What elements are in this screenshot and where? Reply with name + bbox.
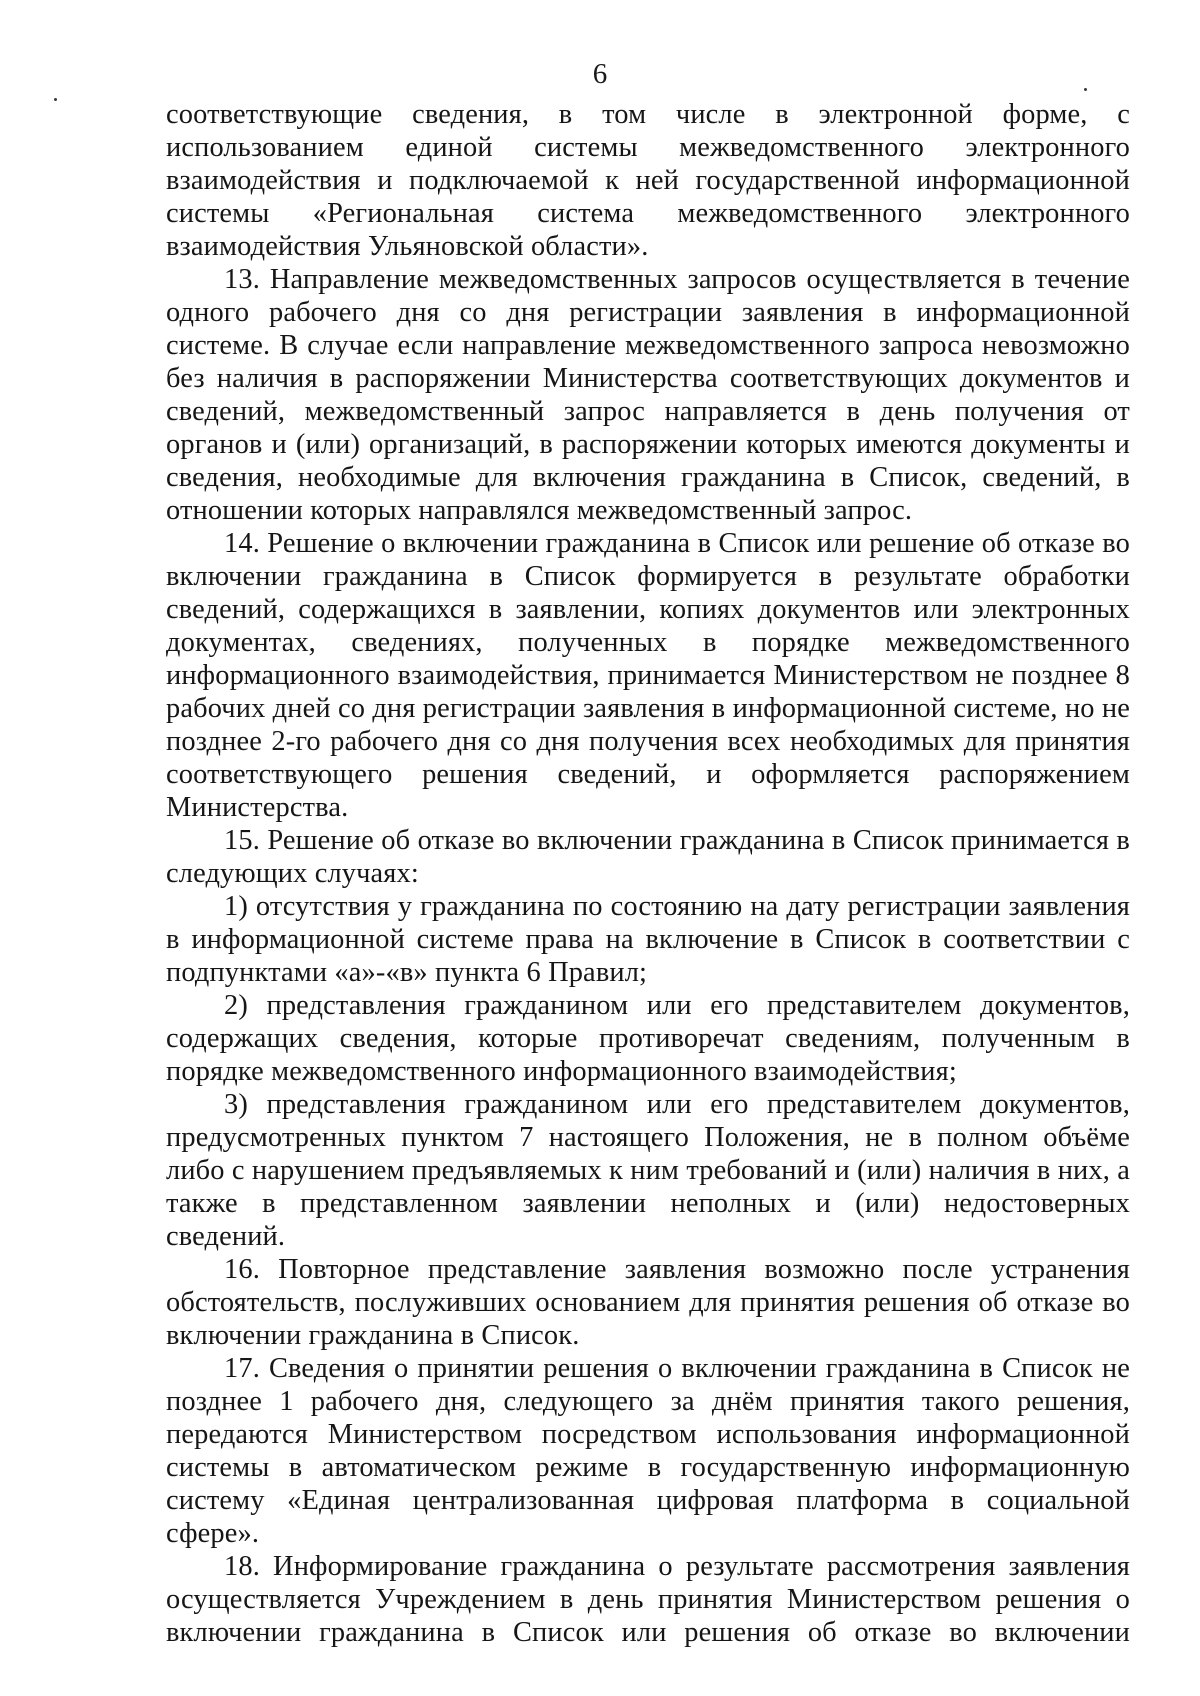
scan-speck xyxy=(54,98,57,101)
paragraph-13: 13. Направление межведомственных запросов осуществляется в течение одного рабочего дня со дня регистрации заявления в информационной системе. В случае если направление межведомственного запроса невозможно без наличия в распоряжении Министерства соответствующих документов и сведений, межведомственный запрос направляется в день получения от органов и (или) организаций, в распоряжении которых имеются документы и сведения, необходимые для включения гражданина в Список, сведений, в отношении которых направлялся межведомственный запрос. xyxy=(166,264,1130,526)
paragraph-15: 15. Решение об отказе во включении гражданина в Список принимается в следующих случаях: xyxy=(166,825,1130,889)
paragraph-15-item-2: 2) представления гражданином или его представителем документов, содержащих сведения, которые противоречат сведениям, полученным в порядке межведомственного информационного взаимодействия; xyxy=(166,990,1130,1087)
paragraph-14: 14. Решение о включении гражданина в Список или решение об отказе во включении гражданина в Список формируется в результате обработки сведений, содержащихся в заявлении, копиях документов или электронных документах, сведениях, полученных в порядке межведомственного информационного взаимодействия, принимается Министерством не позднее 8 рабочих дней со дня регистрации заявления в информационной системе, но не позднее 2-го рабочего дня со дня получения всех необходимых для принятия соответствующего решения сведений, и оформляется распоряжением Министерства. xyxy=(166,528,1130,823)
paragraph-15-item-3: 3) представления гражданином или его представителем документов, предусмотренных пунктом 7 настоящего Положения, не в полном объёме либо с нарушением предъявляемых к ним требований и (или) наличия в них, а также в представленном заявлении неполных и (или) недостоверных сведений. xyxy=(166,1089,1130,1252)
paragraph-15-item-1: 1) отсутствия у гражданина по состоянию на дату регистрации заявления в информационной системе права на включение в Список в соответствии с подпунктами «а»-«в» пункта 6 Правил; xyxy=(166,891,1130,988)
scan-speck xyxy=(1084,88,1087,91)
paragraph-17: 17. Сведения о принятии решения о включении гражданина в Список не позднее 1 рабочего дня, следующего за днём принятия такого решения, передаются Министерством посредством использования информационной системы в автоматическом режиме в государственную информационную систему «Единая централизованная цифровая платформа в социальной сфере». xyxy=(166,1353,1130,1549)
paragraph-continuation: соответствующие сведения, в том числе в электронной форме, с использованием единой системы межведомственного электронного взаимодействия и подключаемой к ней государственной информационной системы «Региональная система межведомственного электронного взаимодействия Ульяновской области». xyxy=(166,99,1130,262)
paragraph-16: 16. Повторное представление заявления возможно после устранения обстоятельств, послуживших основанием для принятия решения об отказе во включении гражданина в Список. xyxy=(166,1254,1130,1351)
document-body xyxy=(166,98,1130,1649)
page-number: 6 xyxy=(592,58,608,90)
paragraph-18: 18. Информирование гражданина о результате рассмотрения заявления осуществляется Учреждением в день принятия Министерством решения о включении гражданина в Список или решения об отказе во включении xyxy=(166,1551,1130,1648)
